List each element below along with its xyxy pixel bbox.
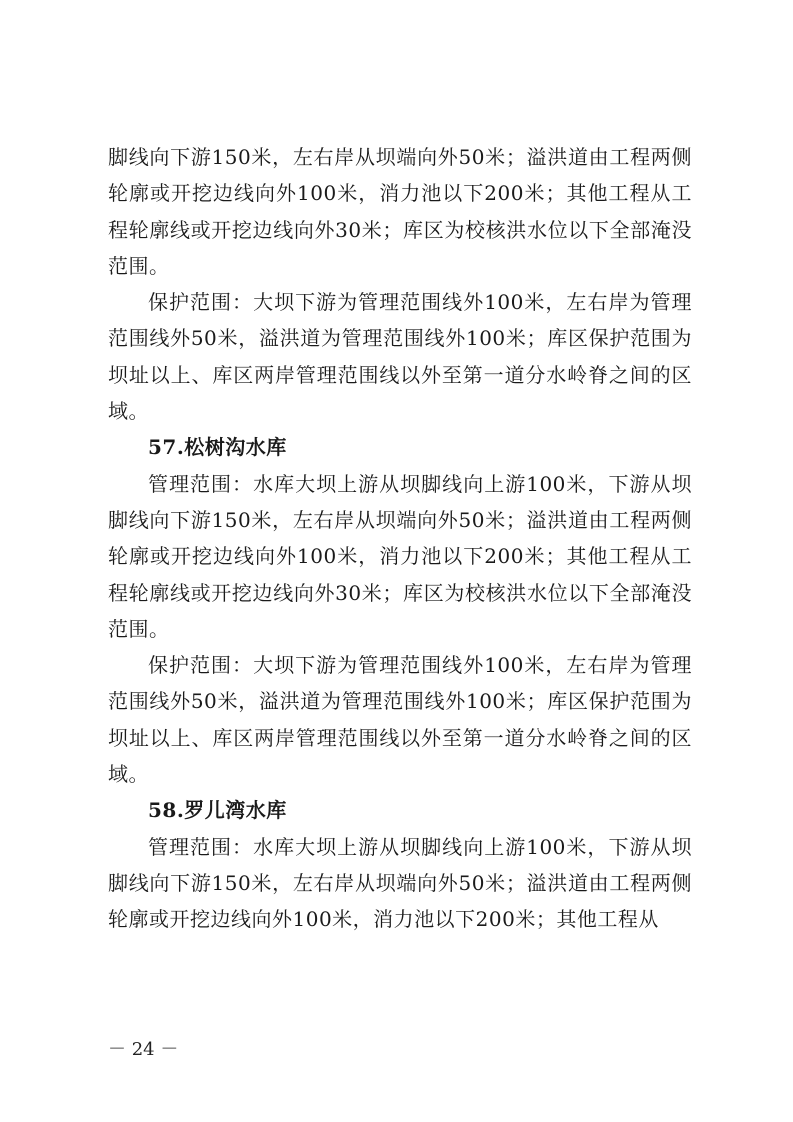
paragraph-management-range: 管理范围：水库大坝上游从坝脚线向上游100米，下游从坝脚线向下游150米，左右岸从坝端向外50米；溢洪道由工程两侧轮廓或开挖边线向外100米，消力池以下200米；其他工程从 bbox=[108, 834, 692, 932]
page-number: － 24 － bbox=[108, 1039, 179, 1060]
body-text bbox=[108, 139, 692, 938]
paragraph-management-range: 管理范围：水库大坝上游从坝脚线向上游100米，下游从坝脚线向下游150米，左右岸从坝端向外50米；溢洪道由工程两侧轮廓或开挖边线向外100米，消力池以下200米；其他工程从工程轮廓线或开挖边线向外30米；库区为校核洪水位以下全部淹没范围。 bbox=[108, 471, 692, 641]
section-heading-57: 57.松树沟水库 bbox=[148, 435, 287, 460]
section-heading-58: 58.罗儿湾水库 bbox=[148, 798, 287, 823]
paragraph-protection-range: 保护范围：大坝下游为管理范围线外100米，左右岸为管理范围线外50米，溢洪道为管理范围线外100米；库区保护范围为坝址以上、库区两岸管理范围线以外至第一道分水岭脊之间的区域。 bbox=[108, 653, 692, 787]
paragraph-continued: 脚线向下游150米，左右岸从坝端向外50米；溢洪道由工程两侧轮廓或开挖边线向外100米，消力池以下200米；其他工程从工程轮廓线或开挖边线向外30米；库区为校核洪水位以下全部淹没范围。 bbox=[108, 145, 692, 278]
paragraph-protection-range: 保护范围：大坝下游为管理范围线外100米，左右岸为管理范围线外50米，溢洪道为管理范围线外100米；库区保护范围为坝址以上、库区两岸管理范围线以外至第一道分水岭脊之间的区域。 bbox=[108, 290, 692, 424]
